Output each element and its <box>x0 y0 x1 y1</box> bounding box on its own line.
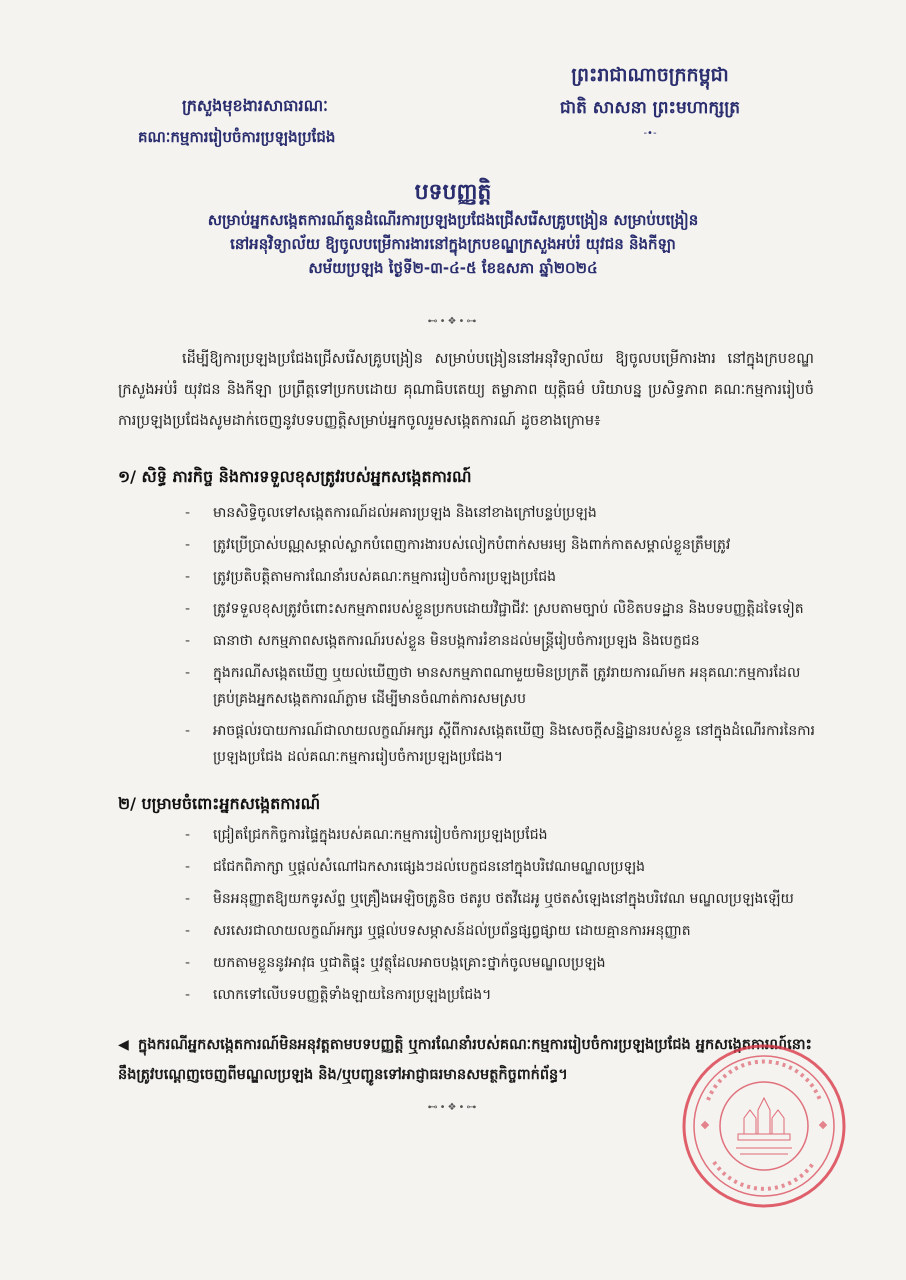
list-item: - ធានាថា សកម្មភាពសង្កេតការណ៍របស់ខ្លួន មិនបង្កការរំខានដល់មន្ត្រីរៀបចំការប្រឡង និងបេក្ខជន <box>185 628 815 654</box>
header-ornament: -•- <box>643 128 657 139</box>
exam-session-date: សម័យប្រឡង ថ្ងៃទី២-៣-៤-៥ ខែឧសភា ឆ្នាំ២០២៤ <box>308 259 598 277</box>
intro-text: ដើម្បីឱ្យការប្រឡងប្រជែងជ្រើសរើសគ្រូបង្រៀន សម្រាប់បង្រៀននៅអនុវិទ្យាល័យ ឱ្យចូលបម្រើការងារ នៅក្នុងក្របខណ្ឌក្រសួងអប់រំ យុវជន និងកីឡា ប្រព្រឹត្តទៅប្រកបដោយ គុណាធិបតេយ្យ តម្លាភាព យុត្តិធម៌ បរិយាបន្ន ប្រសិទ្ធភាព គណៈកម្មការរៀបចំការប្រឡងប្រជែងសូមដាក់ចេញនូវបទបញ្ញត្តិសម្រាប់អ្នកចូលរួមសង្កេតការណ៍ ដូចខាងក្រោម៖ <box>118 351 814 429</box>
list-item: - សរសេរជាលាយលក្ខណ៍អក្សរ ឬផ្តល់បទសម្ភាសន៍ដល់ប្រព័ន្ធផ្សព្វផ្សាយ ដោយគ្មានការអនុញ្ញាត <box>185 918 815 944</box>
list-item: - យកតាមខ្លួននូវអាវុធ ឬជាតិផ្ទុះ ឬវត្ថុដែលអាចបង្កគ្រោះថ្នាក់ចូលមណ្ឌលប្រឡង <box>185 950 815 976</box>
footer-divider: ⊷•❖•⊶ <box>427 1102 479 1113</box>
document-title: បទបញ្ញត្តិ <box>414 180 492 205</box>
pointer-arrow-icon: ◀ <box>118 1037 129 1053</box>
list-item: - ត្រូវប្រើប្រាស់បណ្ណសម្គាល់ស្លាកបំពេញការងារបស់លៀកបំពាក់សមរម្យ និងពាក់កាតសម្គាល់ខ្លួនត្រឹមត្រូវ <box>185 532 815 558</box>
document-subtitle-line1: សម្រាប់អ្នកសង្កេតការណ៍តួនដំណើរការប្រឡងប្រជែងជ្រើសរើសគ្រូបង្រៀន សម្រាប់បង្រៀន <box>207 211 699 229</box>
list-item: - ក្នុងករណីសង្កេតឃើញ ឬយល់ឃើញថា មានសកម្មភាពណាមួយមិនប្រក្រតី ត្រូវរាយការណ៍មក អនុគណៈកម្មការដែលគ្រប់គ្រងអ្នកសង្កេតការណ៍ភ្លាម ដើម្បីមានចំណាត់ការសមស្រប <box>185 660 815 712</box>
section1-list <box>185 500 815 776</box>
list-item: - លោកទៅលើបទបញ្ញត្តិទាំងឡាយនៃការប្រឡងប្រជែង។ <box>185 982 815 1008</box>
national-motto-header <box>520 62 780 139</box>
list-item: - មានសិទ្ធិចូលទៅសង្កេតការណ៍ដល់អគារប្រឡង និងនៅខាងក្រៅបន្ទប់ប្រឡង <box>185 500 815 526</box>
list-item: - មិនអនុញ្ញាតឱ្យយកទូរស័ព្ទ ឬគ្រឿងអេឡិចត្រូនិច ថតរូប ថតវីដេអូ ឬថតសំឡេងនៅក្នុងបរិវេណ មណ្ឌលប្រឡងឡើយ <box>185 886 815 912</box>
document-title-block <box>100 178 806 280</box>
ministry-name: ក្រសួងមុខងារសាធារណៈ <box>182 96 328 115</box>
section1-heading: ១/ សិទ្ធិ ភារកិច្ច និងការទទួលខុសត្រូវរបស់អ្នកសង្កេតការណ៍ <box>118 467 472 486</box>
warning-note-text: ក្នុងករណីអ្នកសង្កេតការណ៍មិនអនុវត្តតាមបទបញ្ញត្តិ ឬការណែនាំរបស់គណៈកម្មការរៀបចំការប្រឡងប្រជែង អ្នកសង្កេតការណ៍នោះនឹងត្រូវបណ្តេញចេញពីមណ្ឌលប្រឡង និង/ឬបញ្ជូនទៅអាជ្ញាធរមានសមត្ថកិច្ចពាក់ព័ន្ធ។ <box>118 1037 812 1083</box>
kingdom-title: ព្រះរាជាណាចក្រកម្ពុជា <box>571 64 729 86</box>
list-item: - ត្រូវទទួលខុសត្រូវចំពោះសកម្មភាពរបស់ខ្លួនប្រកបដោយវិជ្ជាជីវៈ ស្របតាមច្បាប់ លិខិតបទដ្ឋាន និងបទបញ្ញត្តិដទៃទៀត <box>185 596 815 622</box>
section2-list <box>185 822 815 1014</box>
committee-name: គណៈកម្មការរៀបចំការប្រឡងប្រជែង <box>138 128 336 146</box>
intro-paragraph <box>118 344 814 437</box>
title-divider: ⊷•❖•⊶ <box>427 316 479 327</box>
list-item: - ជជែកពិភាក្សា ឬផ្តល់សំណៅឯកសារផ្សេងៗដល់បេក្ខជននៅក្នុងបរិវេណមណ្ឌលប្រឡង <box>185 854 815 880</box>
document-subtitle-line2: នៅអនុវិទ្យាល័យ ឱ្យចូលបម្រើការងារនៅក្នុងក្របខណ្ឌក្រសួងអប់រំ យុវជន និងកីឡា <box>230 235 676 253</box>
ministry-header <box>140 94 440 148</box>
section2-heading: ២/ បម្រាមចំពោះអ្នកសង្កេតការណ៍ <box>118 794 321 813</box>
list-item: - អាចផ្តល់របាយការណ៍ជាលាយលក្ខណ៍អក្សរ ស្តីពីការសង្កេតឃើញ និងសេចក្តីសន្និដ្ឋានរបស់ខ្លួន នៅក្នុងដំណើរការនៃការប្រឡងប្រជែង ដល់គណៈកម្មការរៀបចំការប្រឡងប្រជែង។ <box>185 718 815 770</box>
list-item: - ត្រូវប្រតិបត្តិតាមការណែនាំរបស់គណៈកម្មការរៀបចំការប្រឡងប្រជែង <box>185 564 815 590</box>
national-motto: ជាតិ សាសនា ព្រះមហាក្សត្រ <box>559 98 741 118</box>
official-seal-stamp <box>678 1040 850 1212</box>
list-item: - ជ្រៀតជ្រែកកិច្ចការផ្ទៃក្នុងរបស់គណៈកម្មការរៀបចំការប្រឡងប្រជែង <box>185 822 815 848</box>
